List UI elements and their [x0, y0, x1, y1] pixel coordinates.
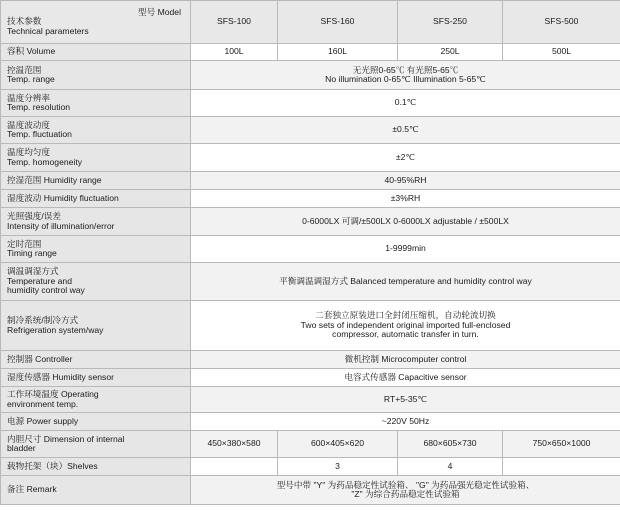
- value-cell: [503, 458, 620, 476]
- shared-value-cell: [191, 90, 620, 117]
- value-line: RT+5-35℃: [383, 393, 428, 404]
- value-cell: 100L: [191, 44, 278, 61]
- shared-value-cell: [191, 369, 620, 387]
- param-label-cell: [1, 44, 191, 61]
- shared-value-cell: [191, 387, 620, 413]
- param-label-cell: [1, 263, 191, 301]
- param-label-cell: [1, 431, 191, 458]
- spec-row: [1, 144, 620, 172]
- value-cell: 3: [278, 458, 398, 476]
- spec-row: [1, 301, 620, 351]
- param-label-cell: [1, 413, 191, 431]
- spec-row: [1, 431, 620, 458]
- param-label-cell: [1, 236, 191, 263]
- shared-value-cell: [191, 351, 620, 369]
- value-cell: 4: [398, 458, 503, 476]
- spec-row: [1, 44, 620, 61]
- param-label-line: 电源 Power supply: [7, 415, 79, 426]
- shared-value-cell: [191, 144, 620, 172]
- param-label-line: Temp. fluctuation: [7, 129, 72, 139]
- param-label-cell: [1, 369, 191, 387]
- param-label-line: 定时范围: [7, 238, 42, 249]
- value-line: ±3%RH: [390, 192, 421, 203]
- spec-row: [1, 190, 620, 208]
- param-label-line: 控温范围: [7, 64, 42, 75]
- param-label-line: 控制器 Controller: [7, 353, 73, 364]
- spec-row: [1, 117, 620, 144]
- shared-value-cell: [191, 413, 620, 431]
- value-line: ~220V 50Hz: [381, 415, 430, 426]
- param-label-cell: [1, 144, 191, 172]
- param-label-cell: [1, 208, 191, 236]
- spec-row: [1, 263, 620, 301]
- param-label-cell: [1, 476, 191, 505]
- param-label-cell: [1, 387, 191, 413]
- spec-row: [1, 61, 620, 90]
- shared-value-cell: [191, 190, 620, 208]
- value-line: 二套独立原装进口全封闭压缩机，自动轮流切换: [315, 310, 496, 321]
- value-line: 0.1℃: [394, 97, 417, 108]
- shared-value-cell: [191, 117, 620, 144]
- param-label-line: 控湿范围 Humidity range: [7, 174, 102, 185]
- value-line: 40-95%RH: [384, 174, 427, 185]
- value-cell: 250L: [398, 44, 503, 61]
- value-line: 平衡调温调湿方式 Balanced temperature and humidity control way: [279, 275, 532, 286]
- value-cell: [191, 458, 278, 476]
- value-cell: 680×605×730: [398, 431, 503, 458]
- param-label-cell: [1, 90, 191, 117]
- spec-row: [1, 369, 620, 387]
- value-line: No illumination 0-65℃ Illumination 5-65℃: [325, 74, 486, 84]
- param-label-line: Intensity of illumination/error: [7, 220, 115, 231]
- param-label-line: Refrigeration system/way: [7, 324, 104, 335]
- value-line: ±0.5℃: [392, 124, 419, 135]
- param-label-line: 温度分辨率: [7, 92, 50, 103]
- spec-row: [1, 458, 620, 476]
- value-cell: 500L: [503, 44, 620, 61]
- shared-value-cell: [191, 263, 620, 301]
- param-label-line: 载物托架（块）Shelves: [7, 460, 98, 471]
- param-label-line: 湿度传感器 Humidity sensor: [7, 371, 114, 382]
- params-label-cn: 技术参数: [7, 16, 42, 27]
- spec-row: [1, 172, 620, 190]
- param-label-line: environment temp.: [7, 398, 79, 409]
- param-label-cell: [1, 190, 191, 208]
- value-line: 1-9999min: [385, 243, 426, 254]
- param-label-line: 调温调湿方式: [7, 266, 59, 277]
- header-row: [1, 1, 620, 44]
- spec-row: [1, 236, 620, 263]
- value-line: Two sets of independent original imported full-enclosed: [300, 319, 511, 330]
- model-cell: SFS-100: [191, 1, 278, 44]
- param-label-line: 温度波动度: [7, 119, 50, 130]
- shared-value-cell: [191, 61, 620, 90]
- spec-row: [1, 208, 620, 236]
- header-corner-cell: [1, 1, 191, 44]
- spec-row: [1, 90, 620, 117]
- value-cell: 160L: [278, 44, 398, 61]
- param-label-line: 容积 Volume: [7, 46, 56, 57]
- params-label-en: Technical parameters: [7, 25, 89, 36]
- spec-row: [1, 476, 620, 505]
- value-line: 微机控制 Microcomputer control: [344, 353, 467, 364]
- param-label-line: 备注 Remark: [7, 484, 57, 495]
- param-label-line: Temp. resolution: [7, 102, 71, 112]
- param-label-line: Temp. range: [7, 74, 55, 84]
- param-label-line: 工作环境温度 Operating: [7, 389, 99, 400]
- value-line: 电容式传感器 Capacitive sensor: [344, 371, 467, 382]
- value-cell: 450×380×580: [191, 431, 278, 458]
- shared-value-cell: [191, 301, 620, 351]
- param-label-line: 制冷系统/制冷方式: [7, 315, 79, 326]
- param-label-line: bladder: [7, 443, 36, 453]
- param-label-line: 温度均匀度: [7, 147, 50, 158]
- value-line: 型号中带 "Y" 为药品稳定性试验箱、 "G" 为药品强光稳定性试验箱、: [276, 479, 535, 490]
- param-label-line: 湿度波动 Humidity fluctuation: [7, 192, 119, 203]
- param-label-line: 光照强度/误差: [7, 211, 61, 222]
- shared-value-cell: [191, 236, 620, 263]
- value-cell: 750×650×1000: [503, 431, 620, 458]
- param-label-cell: [1, 117, 191, 144]
- param-label-line: 内胆尺寸 Dimension of internal: [7, 433, 125, 444]
- model-label: 型号 Model: [138, 6, 181, 17]
- model-cell: SFS-500: [503, 1, 620, 44]
- param-label-line: humidity control way: [7, 285, 85, 296]
- param-label-line: Temperature and: [7, 275, 72, 286]
- value-line: 无光照0-65℃ 有光照5-65℃: [352, 64, 459, 75]
- value-cell: 600×405×620: [278, 431, 398, 458]
- param-label-line: Temp. homogeneity: [7, 156, 82, 167]
- model-cell: SFS-250: [398, 1, 503, 44]
- param-label-cell: [1, 458, 191, 476]
- shared-value-cell: [191, 172, 620, 190]
- spec-row: [1, 387, 620, 413]
- spec-row: [1, 413, 620, 431]
- value-line: ±2℃: [395, 151, 416, 162]
- spec-row: [1, 351, 620, 369]
- value-line: "Z" 为综合药品稳定性试验箱: [351, 489, 460, 499]
- param-label-line: Timing range: [7, 248, 57, 258]
- param-label-cell: [1, 61, 191, 90]
- param-label-cell: [1, 301, 191, 351]
- value-line: 0-6000LX 可调/±500LX 0-6000LX adjustable / ±500LX: [302, 215, 509, 226]
- param-label-cell: [1, 172, 191, 190]
- model-cell: SFS-160: [278, 1, 398, 44]
- shared-value-cell: [191, 476, 620, 505]
- value-line: compressor, automatic transfer in turn.: [332, 329, 479, 340]
- param-label-cell: [1, 351, 191, 369]
- shared-value-cell: [191, 208, 620, 236]
